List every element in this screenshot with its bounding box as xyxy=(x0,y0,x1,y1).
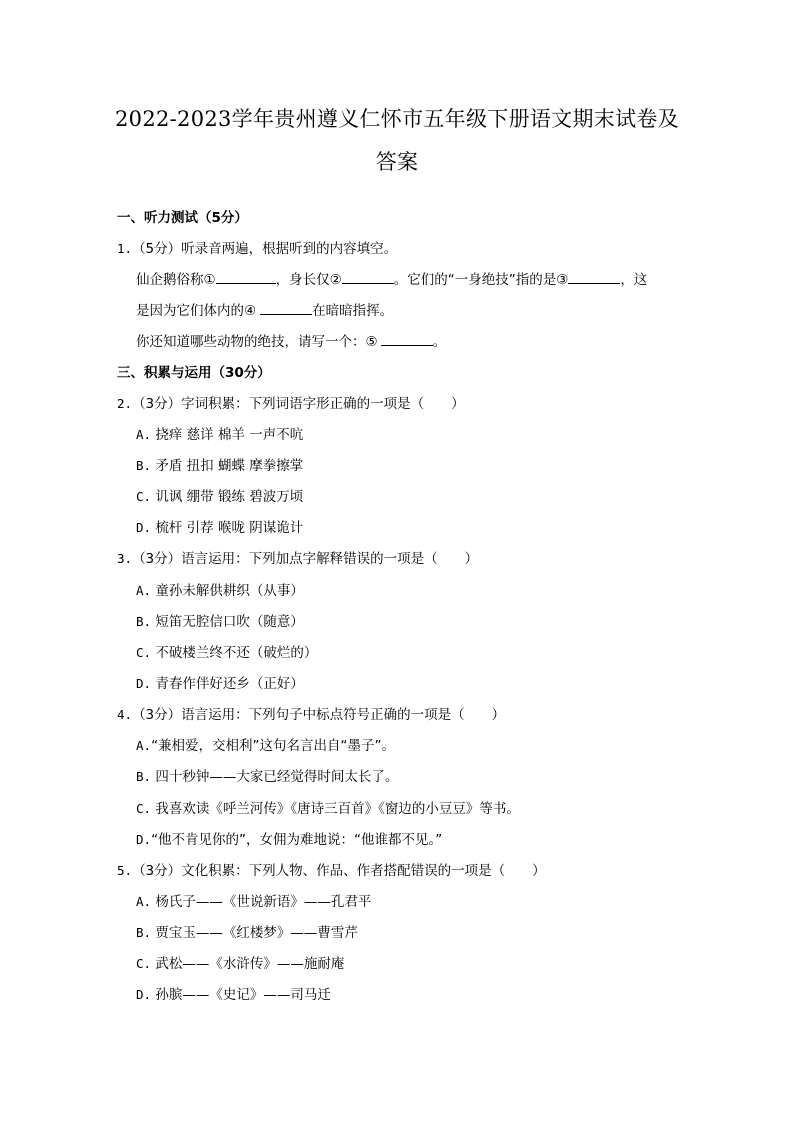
option-text: 我喜欢读《呼兰河传》《唐诗三百首》《窗边的小豆豆》等书。 xyxy=(155,801,520,817)
option-label: C. xyxy=(136,489,152,504)
question-1-line-3 xyxy=(136,332,446,351)
question-1-line-1 xyxy=(136,270,647,289)
question-4-option-a[interactable] xyxy=(136,737,395,755)
option-text: 梳杆 引荐 喉咙 阴谋诡计 xyxy=(155,520,304,536)
option-text: 不破楼兰终不还（破烂的） xyxy=(155,645,318,661)
question-text: 字词积累：下列词语字形正确的一项是（ ） xyxy=(181,396,465,412)
question-5-option-a[interactable] xyxy=(136,893,371,911)
question-number: 3. xyxy=(117,551,133,566)
answer-blank-2[interactable] xyxy=(342,270,394,284)
option-label: A. xyxy=(136,738,152,753)
option-label: B. xyxy=(136,769,152,784)
question-number: 4. xyxy=(117,707,133,722)
question-text: 语言运用：下列句子中标点符号正确的一项是（ ） xyxy=(181,707,506,723)
section-heading-listening: 一、听力测试（5分） xyxy=(117,210,248,226)
question-3-option-a[interactable] xyxy=(136,582,304,600)
option-label: D. xyxy=(136,987,152,1002)
question-score: （3分） xyxy=(132,707,182,723)
text-fragment: 在暗暗指挥。 xyxy=(312,303,394,319)
answer-blank-1[interactable] xyxy=(216,270,276,284)
question-4-option-c[interactable] xyxy=(136,800,520,818)
option-text: 短笛无腔信口吹（随意） xyxy=(155,614,304,630)
question-number: 1. xyxy=(117,241,133,256)
option-text: 贾宝玉——《红楼梦》——曹雪芹 xyxy=(155,925,358,941)
question-5-option-c[interactable] xyxy=(136,955,344,973)
text-fragment: 。 xyxy=(432,334,447,350)
question-2-option-c[interactable] xyxy=(136,488,303,506)
question-1-stem xyxy=(117,240,397,258)
question-4-option-b[interactable] xyxy=(136,768,398,786)
question-4-option-d[interactable] xyxy=(136,831,442,849)
option-text: 矛盾 扭扣 蝴蝶 摩拳擦掌 xyxy=(155,458,304,474)
option-text: 孙膑——《史记》——司马迁 xyxy=(155,987,331,1003)
option-text: “他不肯见你的”，女佣为难地说：“他谁都不见。” xyxy=(151,832,443,848)
option-label: C. xyxy=(136,801,152,816)
question-score: （3分） xyxy=(132,396,182,412)
question-number: 2. xyxy=(117,396,133,411)
question-score: （5分） xyxy=(132,241,182,257)
question-2-option-d[interactable] xyxy=(136,519,303,537)
option-text: 武松——《水浒传》——施耐庵 xyxy=(155,956,345,972)
text-fragment: ，身长仅② xyxy=(275,272,342,288)
question-text: 听录音两遍，根据听到的内容填空。 xyxy=(181,241,398,257)
question-2-option-a[interactable] xyxy=(136,426,303,444)
text-fragment: 。它们的“一身绝技”指的是③ xyxy=(393,272,569,288)
option-label: B. xyxy=(136,458,152,473)
section-heading-accumulation: 三、积累与运用（30分） xyxy=(117,365,271,381)
option-label: D. xyxy=(136,832,152,847)
question-3-option-b[interactable] xyxy=(136,613,304,631)
question-3-option-d[interactable] xyxy=(136,675,304,693)
option-text: “兼相爱，交相利”这句名言出自“墨子”。 xyxy=(151,738,396,754)
question-3-option-c[interactable] xyxy=(136,644,317,662)
option-label: A. xyxy=(136,894,152,909)
question-1-line-2 xyxy=(136,301,393,320)
question-score: （3分） xyxy=(132,863,182,879)
question-score: （3分） xyxy=(132,551,182,567)
text-fragment: 你还知道哪些动物的绝技，请写一个：⑤ xyxy=(136,334,378,350)
option-label: B. xyxy=(136,925,152,940)
option-text: 青春作伴好还乡（正好） xyxy=(155,676,304,692)
option-label: A. xyxy=(136,583,152,598)
question-4-stem xyxy=(117,706,505,724)
question-2-stem xyxy=(117,395,465,413)
option-label: D. xyxy=(136,520,152,535)
document-title: 2022-2023学年贵州遵义仁怀市五年级下册语文期末试卷及 xyxy=(115,107,679,131)
option-text: 童孙未解供耕织（从事） xyxy=(155,583,304,599)
question-text: 语言运用：下列加点字解释错误的一项是（ ） xyxy=(181,551,479,567)
option-label: B. xyxy=(136,614,152,629)
text-fragment: 仙企鹅俗称① xyxy=(136,272,216,288)
answer-blank-5[interactable] xyxy=(381,332,433,346)
text-fragment: ，这 xyxy=(620,272,648,288)
option-label: C. xyxy=(136,956,152,971)
question-5-stem xyxy=(117,862,546,880)
document-title-continued: 答案 xyxy=(375,150,419,174)
question-number: 5. xyxy=(117,863,133,878)
option-label: C. xyxy=(136,645,152,660)
question-text: 文化积累：下列人物、作品、作者搭配错误的一项是（ ） xyxy=(181,863,546,879)
question-5-option-b[interactable] xyxy=(136,924,358,942)
option-label: A. xyxy=(136,427,152,442)
option-text: 讥讽 绷带 锻练 碧波万顷 xyxy=(155,489,304,505)
answer-blank-3[interactable] xyxy=(568,270,620,284)
question-2-option-b[interactable] xyxy=(136,457,303,475)
question-5-option-d[interactable] xyxy=(136,986,331,1004)
option-text: 四十秒钟——大家已经觉得时间太长了。 xyxy=(155,769,399,785)
option-text: 杨氏子——《世说新语》——孔君平 xyxy=(155,894,372,910)
answer-blank-4[interactable] xyxy=(260,301,312,315)
text-fragment: 是因为它们体内的④ xyxy=(136,303,257,319)
option-text: 挠痒 慈详 棉羊 一声不吭 xyxy=(155,427,304,443)
option-label: D. xyxy=(136,676,152,691)
question-3-stem xyxy=(117,550,478,568)
